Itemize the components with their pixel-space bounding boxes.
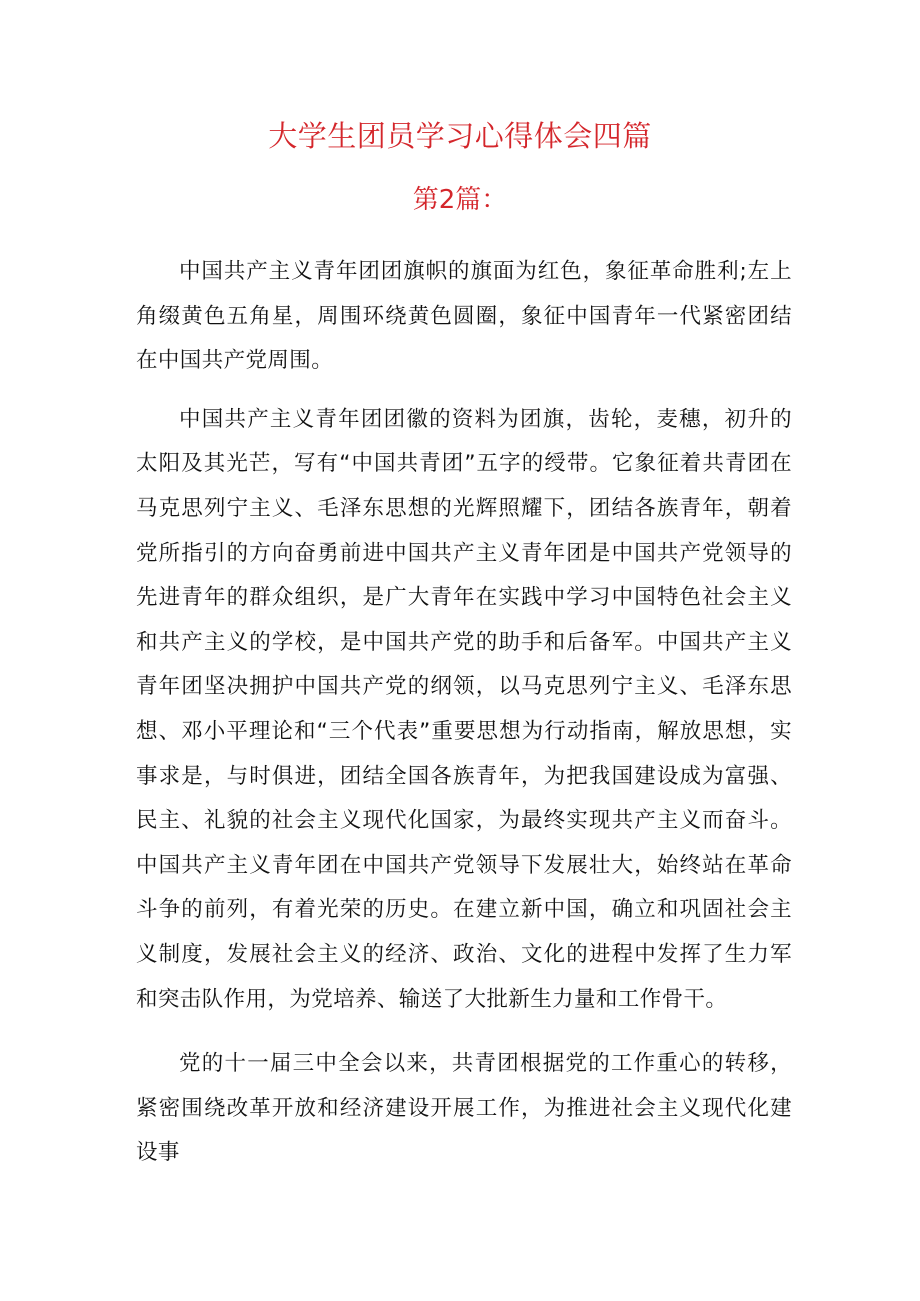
document-body <box>136 250 792 1176</box>
section-heading: 第2篇： <box>412 185 508 215</box>
paragraph-third-plenum: 党的十一届三中全会以来，共青团根据党的工作重心的转移，紧密围绕改革开放和经济建设开展工作，为推进社会主义现代化建设事 <box>136 1051 792 1166</box>
document-title: 大学生团员学习心得体会四篇 <box>268 119 652 153</box>
paragraph-league-flag: 中国共产主义青年团团旗帜的旗面为红色，象征革命胜利;左上角缀黄色五角星，周围环绕黄色圆圈，象征中国青年一代紧密团结在中国共产党周围。 <box>136 259 792 374</box>
paragraph-league-emblem: 中国共产主义青年团团徽的资料为团旗，齿轮，麦穗，初升的太阳及其光芒，写有“中国共青团”五字的绶带。它象征着共青团在马克思列宁主义、毛泽东思想的光辉照耀下，团结各族青年，朝着党所指引的方向奋勇前进中国共产主义青年团是中国共产党领导的先进青年的群众组织，是广大青年在实践中学习中国特色社会主义和共产主义的学校，是中国共产党的助手和后备军。中国共产主义青年团坚决拥护中国共产党的纲领，以马克思列宁主义、毛泽东思想、邓小平理论和“三个代表”重要思想为行动指南，解放思想，实事求是，与时俱进，团结全国各族青年，为把我国建设成为富强、民主、礼貌的社会主义现代化国家，为最终实现共产主义而奋斗。中国共产主义青年团在中国共产党领导下发展壮大，始终站在革命斗争的前列，有着光荣的历史。在建立新中国，确立和巩固社会主义制度，发展社会主义的经济、政治、文化的进程中发挥了生力军和突击队作用，为党培养、输送了大批新生力量和工作骨干。 <box>136 406 792 1012</box>
